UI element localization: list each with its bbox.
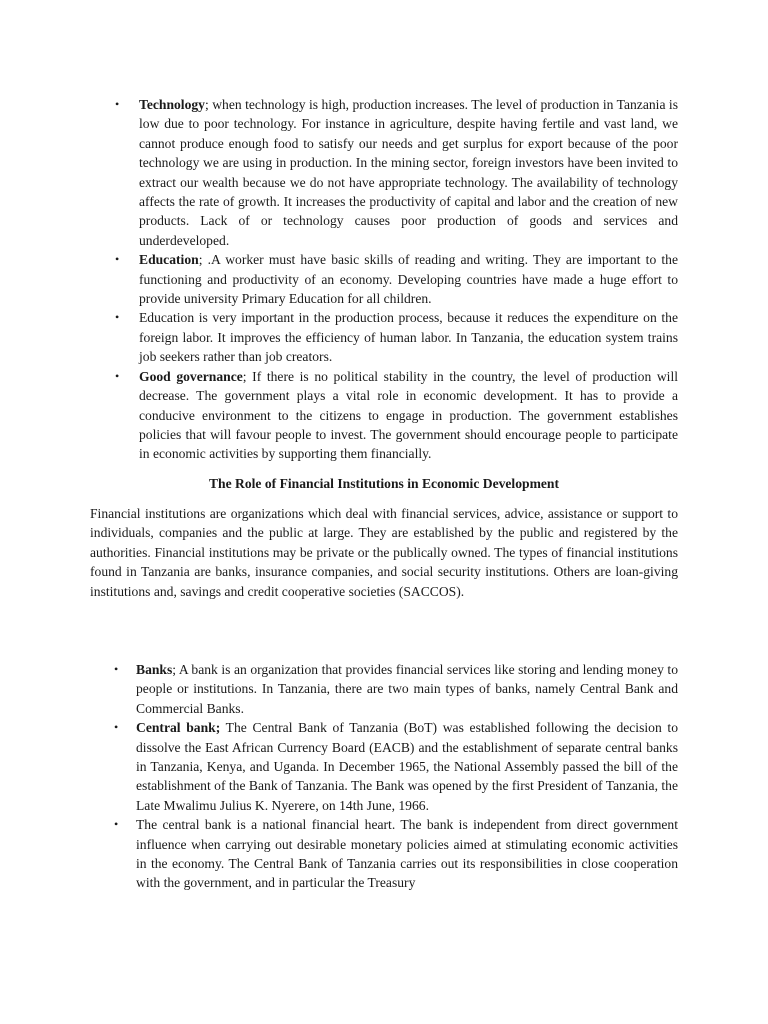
- bullet-term: Education: [139, 252, 199, 268]
- bullet-text: ; when technology is high, production increases. The level of production in Tanzania is low due to poor technology. For instance in agriculture, despite having fertile and vast land, we cannot produce enough food to satisfy our needs and get surplus for export because of the poor technology we are using in production. In the mining sector, foreign investors have been invited to extract our wealth because we do not have appropriate technology. The availability of technology affects the rate of growth. It increases the productivity of capital and labor and the creation of new products. Lack of or technology causes poor production of goods and services and underdeveloped.: [139, 97, 678, 248]
- bullet-text: The central bank is a national financial heart. The bank is independent from direct government influence when carrying out desirable monetary policies aimed at stimulating economic activities in the economy. The Central Bank of Tanzania carries out its responsibilities in close cooperation with the government, and in particular the Treasury: [136, 817, 678, 891]
- bullet-term: Good governance: [139, 368, 243, 384]
- bullet-term: Central bank;: [136, 720, 221, 736]
- bullet-education-importance: [115, 308, 678, 366]
- bullet-term: Technology: [139, 97, 205, 112]
- section-heading: The Role of Financial Institutions in Economic Development: [208, 476, 560, 491]
- bullet-icon: •: [115, 97, 120, 111]
- bullet-icon: •: [114, 817, 119, 832]
- bullet-central-bank: [114, 718, 678, 815]
- bullet-text: ; If there is no political stability in the country, the level of production will decrease. The government plays a vital role in economic development. It has to provide a conducive environment to the citizens to engage in production. The government establishes policies that will favour people to invest. The government should encourage people to participate in economic activities by supporting them financially.: [139, 368, 678, 462]
- bullet-central-bank-role: [114, 815, 678, 893]
- bullet-text: ; A bank is an organization that provides financial services like storing and lending money to people or institutions. In Tanzania, there are two main types of banks, namely Central Bank and Commercial Banks.: [136, 662, 678, 716]
- bullet-text: ; .A worker must have basic skills of reading and writing. They are important to the functioning and productivity of an economy. Developing countries have made a huge effort to provide university Primary Education for all children.: [139, 252, 678, 307]
- bullet-text: Education is very important in the production process, because it reduces the expenditure on the foreign labor. It improves the efficiency of human labor. In Tanzania, the education system trains job seekers rather than job creators.: [139, 310, 678, 365]
- bullet-icon: •: [114, 662, 119, 676]
- bullet-good-governance: [115, 367, 678, 464]
- bullet-term: Banks: [136, 662, 173, 677]
- financial-institutions-bullet-list: [114, 660, 678, 893]
- bullet-education: [115, 250, 678, 308]
- bullet-icon: •: [115, 310, 120, 325]
- bullet-icon: •: [114, 720, 119, 735]
- bullet-text: The Central Bank of Tanzania (BoT) was established following the decision to dissolve the East African Currency Board (EACB) and the establishment of separate central banks in Tanzania, Kenya, and Uganda. In December 1965, the National Assembly passed the bill of the establishment of the Bank of Tanzania. The Bank was opened by the first President of Tanzania, the Late Mwalimu Julius K. Nyerere, on 14th June, 1966.: [136, 720, 678, 813]
- bullet-icon: •: [115, 252, 120, 267]
- intro-paragraph: Financial institutions are organizations which deal with financial services, advice, assistance or support to individuals, companies and the public at large. They are established by the public and registered by the authorities. Financial institutions may be private or the publically owned. The types of financial institutions found in Tanzania are banks, insurance companies, and social security institutions. Others are loan-giving institutions and, savings and credit cooperative societies (SACCOS).: [90, 506, 678, 599]
- bullet-banks: [114, 660, 678, 718]
- factors-bullet-list: [115, 95, 678, 464]
- bullet-icon: •: [115, 368, 120, 383]
- bullet-technology: [115, 95, 678, 250]
